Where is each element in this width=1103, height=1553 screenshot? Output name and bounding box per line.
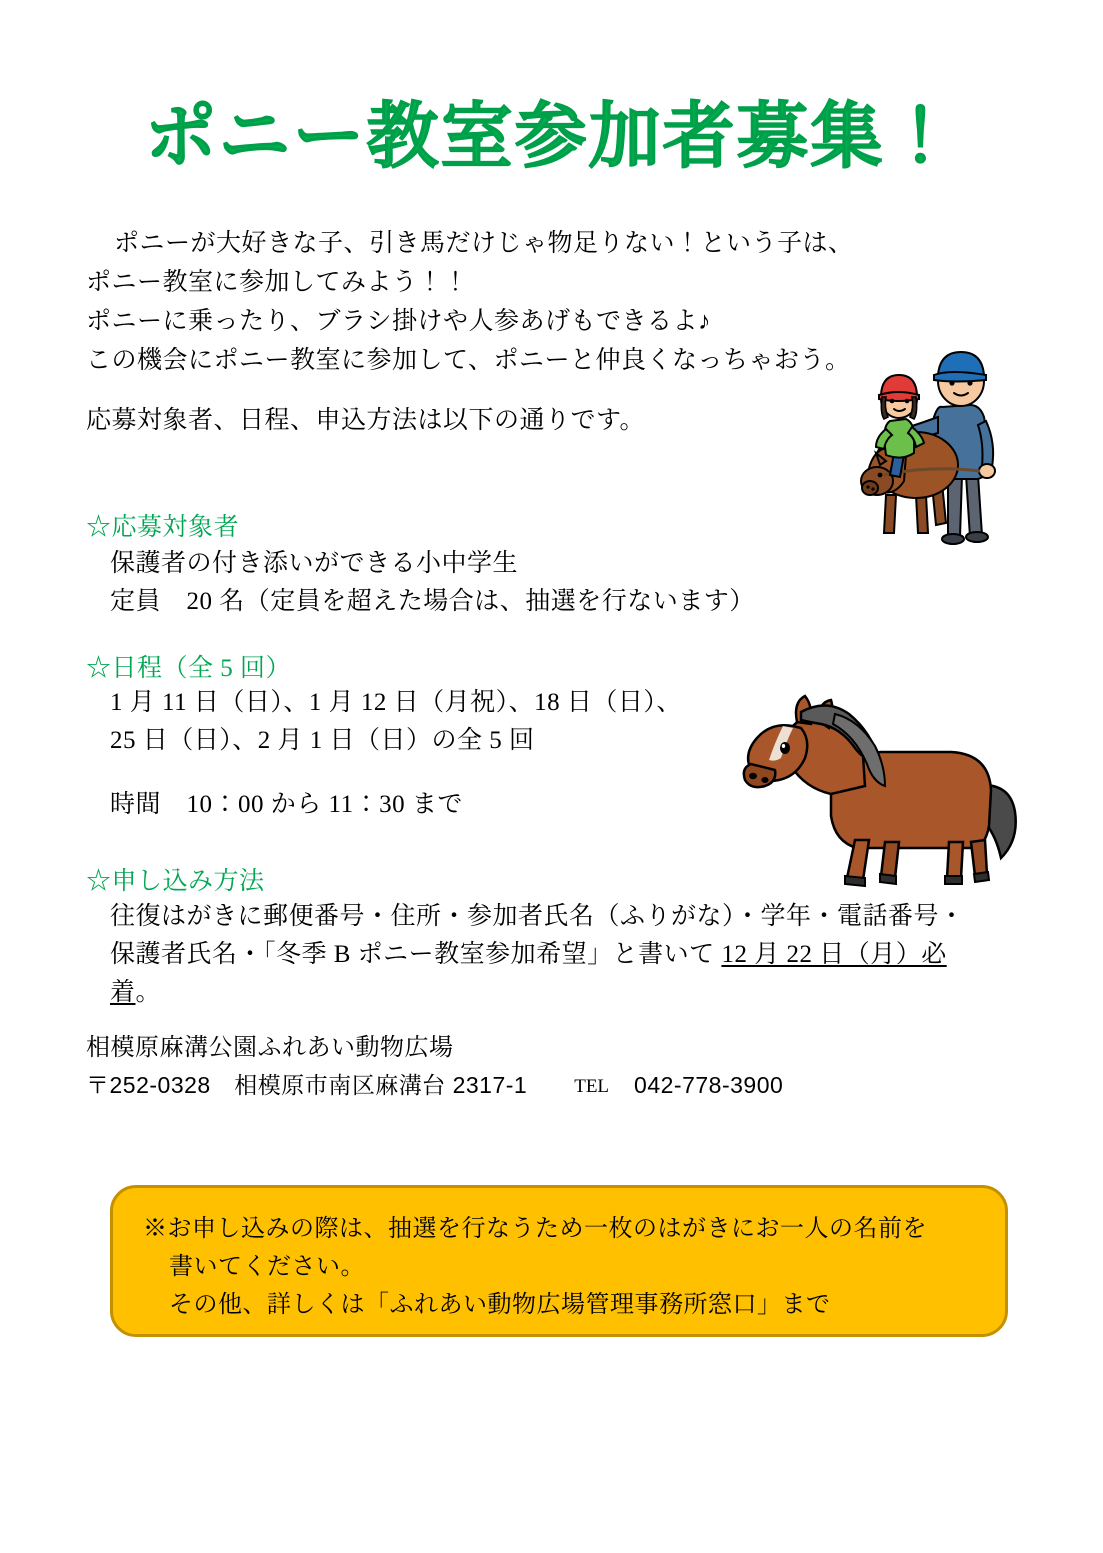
schedule-time: 時間 10：00 から 11：30 まで <box>110 791 463 818</box>
contact-tel-number: 042-778-3900 <box>634 1072 784 1098</box>
contact-postal-address: 〒252-0328 相模原市南区麻溝台 2317-1 <box>86 1072 528 1098</box>
apply-deadline: 12 月 22 日（月）必着 <box>110 941 947 1006</box>
notice-box-line-1: ※お申し込みの際は、抽選を行なうため一枚のはがきにお一人の名前を <box>143 1216 927 1242</box>
section-body-time <box>110 786 810 824</box>
section-heading-target: ☆応募対象者 <box>86 514 240 541</box>
apply-line-1: 往復はがきに郵便番号・住所・参加者氏名（ふりがな）・学年・電話番号・ <box>110 903 965 930</box>
notice-box-line-3: その他、詳しくは「ふれあい動物広場管理事務所窓口」まで <box>169 1292 831 1318</box>
apply-line-2 <box>110 936 990 1012</box>
intro-notice-line: 応募対象者、日程、申込方法は以下の通りです。 <box>86 407 646 434</box>
intro-paragraph <box>86 224 926 380</box>
schedule-line-1: 1 月 11 日（日）、1 月 12 日（月祝）、18 日（日）、 <box>110 689 682 716</box>
notice-box <box>110 1185 1008 1337</box>
intro-line-1: ポニーが大好きな子、引き馬だけじゃ物足りない！という子は、 <box>114 230 854 257</box>
section-body-schedule <box>110 684 810 760</box>
section-heading-apply: ☆申し込み方法 <box>86 868 265 895</box>
child-riding-pony-with-adult-illustration <box>820 325 1030 550</box>
contact-block <box>86 1030 783 1105</box>
intro-line-3: ポニーに乗ったり、ブラシ掛けや人参あげもできるよ♪ <box>86 308 712 335</box>
brown-pony-illustration <box>735 690 1020 890</box>
contact-address-line <box>86 1067 783 1105</box>
section-body-apply <box>110 898 990 1012</box>
notice-box-line-2: 書いてください。 <box>169 1254 365 1280</box>
apply-line-2-pre: 保護者氏名・「冬季 B ポニー教室参加希望」と書いて <box>110 941 722 968</box>
intro-line-4: この機会にポニー教室に参加して、ポニーと仲良くなっちゃおう。 <box>86 347 851 374</box>
contact-facility: 相模原麻溝公園ふれあい動物広場 <box>86 1035 454 1061</box>
page-title: ポニー教室参加者募集！ <box>144 94 959 178</box>
target-line-2: 定員 20 名（定員を超えた場合は、抽選を行ないます） <box>110 588 755 615</box>
contact-tel-label: TEL <box>574 1076 610 1097</box>
section-body-target <box>110 545 870 621</box>
section-heading-schedule: ☆日程（全 5 回） <box>86 655 292 682</box>
intro-line-2: ポニー教室に参加してみよう！！ <box>86 269 469 296</box>
schedule-line-2: 25 日（日）、2 月 1 日（日）の全 5 回 <box>110 727 535 754</box>
target-line-1: 保護者の付き添いができる小中学生 <box>110 550 519 577</box>
apply-line-2-post: 。 <box>135 979 162 1006</box>
